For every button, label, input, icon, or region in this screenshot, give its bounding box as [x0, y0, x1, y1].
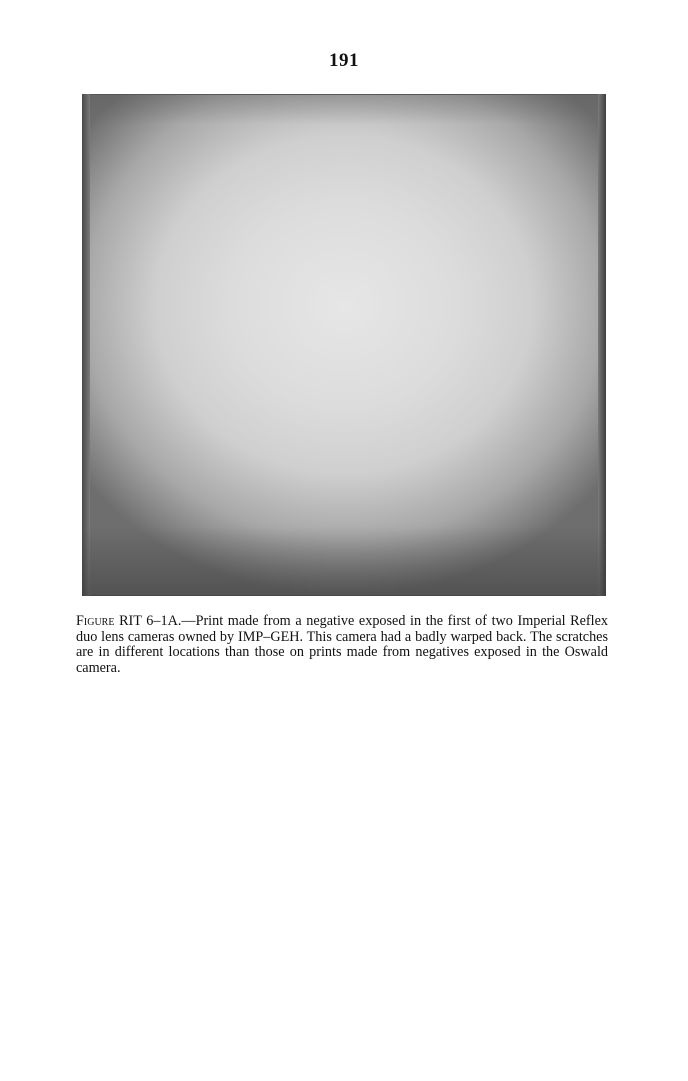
photo-edge-top [82, 94, 606, 124]
photo-edge-bottom [82, 526, 606, 596]
figure-id: RIT 6–1A. [119, 613, 182, 629]
figure-photograph [82, 94, 606, 596]
figure-label: Figure [76, 613, 115, 629]
photo-edge-left [82, 94, 90, 596]
figure-caption-text: —Print made from a negative exposed in the first of two Imperial Reflex duo lens cameras owned by IMP–GEH. This camera had a badly warped back. The scratches are in different locations than those on prints made from negatives exposed in the Oswald camera. [76, 613, 608, 676]
photo-edge-right [598, 94, 606, 596]
figure-caption [76, 614, 608, 676]
page-number: 191 [329, 50, 359, 71]
